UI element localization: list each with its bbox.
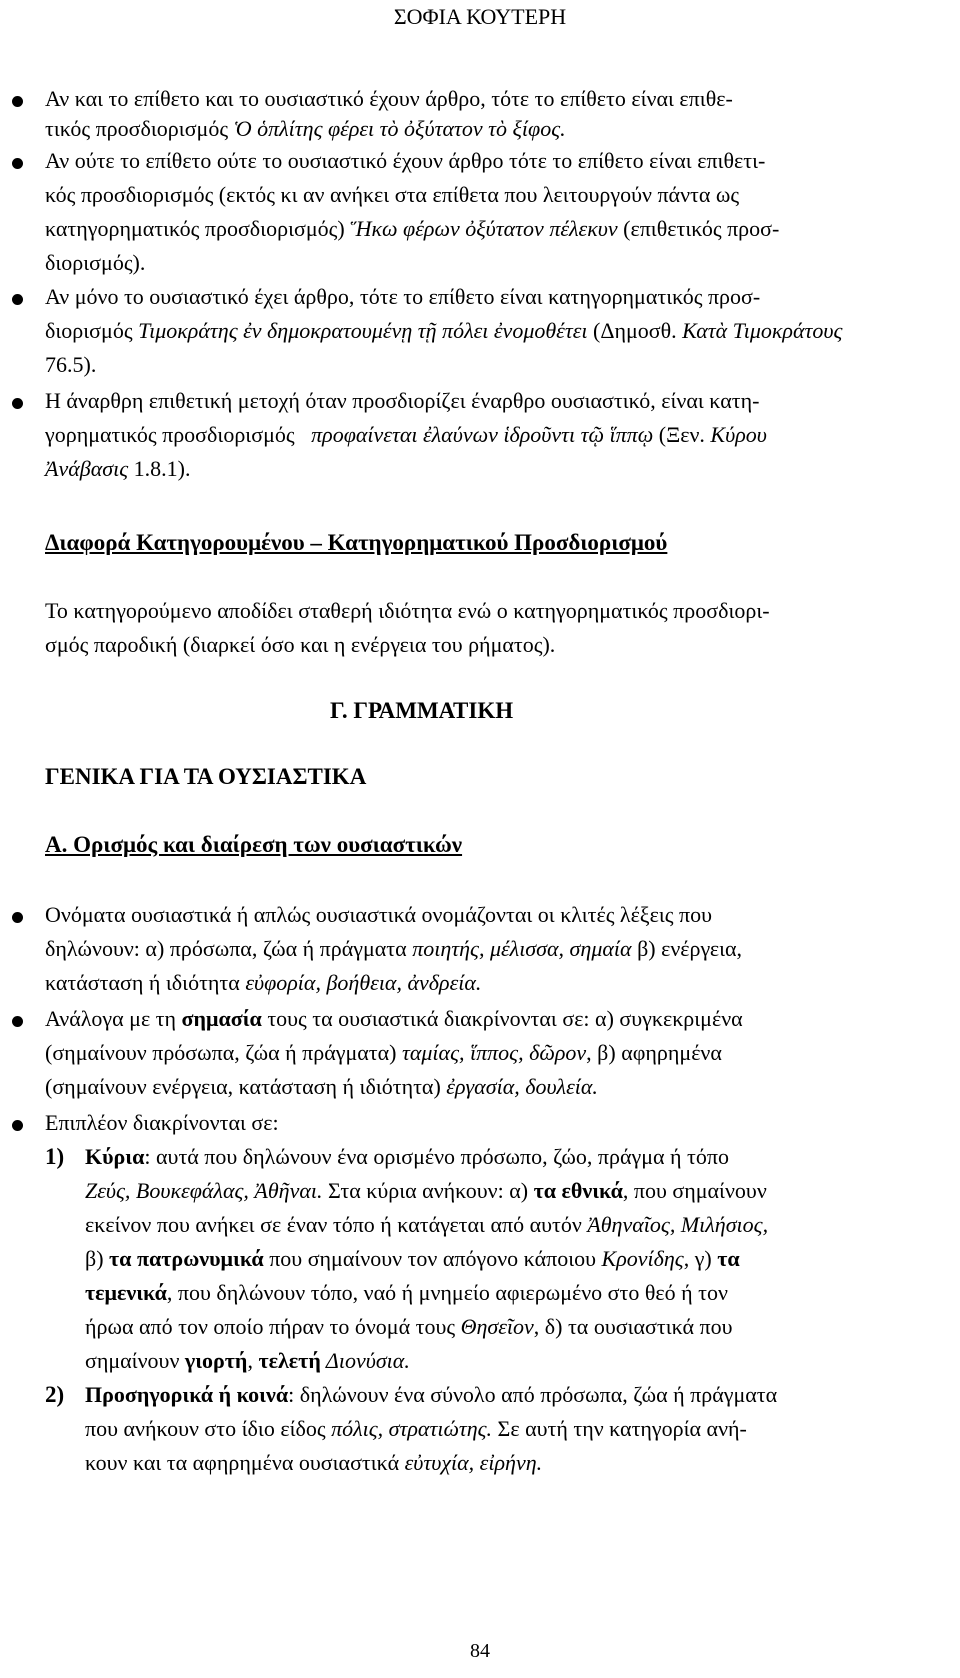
text-line: Ονόματα ουσιαστικά ή απλώς ουσιαστικά ονομάζονται οι κλιτές λέξεις που (45, 902, 712, 927)
grammar-subtitle: ΓΕΝΙΚΑ ΓΙΑ ΤΑ ΟΥΣΙΑΣΤΙΚΑ (45, 764, 367, 789)
page-header-author: ΣΟΦΙΑ ΚΟΥΤΕΡΗ (393, 4, 567, 29)
text-line: κουν και τα αφηρημένα ουσιαστικά εὐτυχία, εἰρήνη. (85, 1450, 543, 1475)
page-number: 84 (470, 1640, 490, 1662)
text-line: κατάσταση ή ιδιότητα εὐφορία, βοήθεια, ἀνδρεία. (45, 970, 482, 995)
grammar-title: Γ. ΓΡΑΜΜΑΤΙΚΗ (330, 698, 514, 723)
text-line: (σημαίνουν ενέργεια, κατάσταση ή ιδιότητα) ἐργασία, δουλεία. (45, 1074, 598, 1099)
text-line: Αν ούτε το επίθετο ούτε το ουσιαστικό έχουν άρθρο τότε το επίθετο είναι επιθετι- (45, 148, 766, 173)
text-line: 76.5). (45, 352, 97, 377)
text-line: κατηγορηματικός προσδιορισμός) Ἥκω φέρων ὀξύτατον πέλεκυν (επιθετικός προσ- (45, 216, 780, 241)
text-line: β) τα πατρωνυμικά που σημαίνουν τον απόγονο κάποιου Κρονίδης, γ) τα (85, 1246, 740, 1271)
bullet-icon (12, 398, 23, 409)
bullet-icon (12, 912, 23, 923)
list-number: 2) (45, 1382, 65, 1407)
text-line: Αν μόνο το ουσιαστικό έχει άρθρο, τότε το επίθετο είναι κατηγορηματικός προσ- (45, 284, 761, 309)
text-line: Επιπλέον διακρίνονται σε: (45, 1110, 279, 1135)
text-line: τεμενικά, που δηλώνουν τόπο, ναό ή μνημείο αφιερωμένο στο θεό ή τον (85, 1280, 728, 1305)
list-number: 1) (45, 1144, 65, 1169)
text-line: διορισμός). (45, 250, 146, 275)
text-line: εκείνον που ανήκει σε έναν τόπο ή κατάγεται από αυτόν Ἀθηναῖος, Μιλήσιος, (85, 1212, 769, 1237)
text-line: που ανήκουν στο ίδιο είδος πόλις, στρατιώτης. Σε αυτή την κατηγορία ανή- (85, 1416, 747, 1441)
text-line: Προσηγορικά ή κοινά: δηλώνουν ένα σύνολο από πρόσωπα, ζώα ή πράγματα (85, 1382, 778, 1407)
bullet-icon (12, 158, 23, 169)
text-line: Η άναρθρη επιθετική μετοχή όταν προσδιορίζει έναρθρο ουσιαστικό, είναι κατη- (45, 388, 760, 413)
text-line: γορηματικός προσδιορισμός προφαίνεται ἐλαύνων ἱδροῦντι τῷ ἵππῳ (Ξεν. Κύρου (45, 422, 767, 447)
bullet-icon (12, 1120, 23, 1131)
text-line: δηλώνουν: α) πρόσωπα, ζώα ή πράγματα ποιητής, μέλισσα, σημαία β) ενέργεια, (45, 936, 743, 961)
paragraph-line: Το κατηγορούμενο αποδίδει σταθερή ιδιότητα ενώ ο κατηγορηματικός προσδιορι- (45, 598, 770, 623)
section-heading: Διαφορά Κατηγορουμένου – Κατηγορηματικού Προσδιορισμού (45, 530, 668, 555)
text-line: Ζεύς, Βουκεφάλας, Ἀθῆναι. Στα κύρια ανήκουν: α) τα εθνικά, που σημαίνουν (85, 1178, 767, 1203)
text-line: ήρωα από τον οποίο πήραν το όνομά τους Θησεῖον, δ) τα ουσιαστικά που (85, 1314, 733, 1339)
text-line: Αν και το επίθετο και το ουσιαστικό έχουν άρθρο, τότε το επίθετο είναι επιθε- (45, 86, 733, 111)
text-line: Ανάλογα με τη σημασία τους τα ουσιαστικά διακρίνονται σε: α) συγκεκριμένα (45, 1006, 743, 1031)
bullet-icon (12, 96, 23, 107)
bullet-icon (12, 294, 23, 305)
paragraph-line: σμός παροδική (διαρκεί όσο και η ενέργεια του ρήματος). (45, 632, 556, 657)
text-line: κός προσδιορισμός (εκτός κι αν ανήκει στα επίθετα που λειτουργούν πάντα ως (45, 182, 740, 207)
text-line: (σημαίνουν πρόσωπα, ζώα ή πράγματα) ταμίας, ἵππος, δῶρον, β) αφηρημένα (45, 1040, 722, 1065)
text-line: Κύρια: αυτά που δηλώνουν ένα ορισμένο πρόσωπο, ζώο, πράγμα ή τόπο (85, 1144, 729, 1169)
section-a-heading: Α. Ορισμός και διαίρεση των ουσιαστικών (45, 832, 463, 857)
text-line: τικός προσδιορισμός Ὁ ὁπλίτης φέρει τὸ ὀξύτατον τὸ ξίφος. (45, 116, 566, 141)
text-line: σημαίνουν γιορτή, τελετή Διονύσια. (85, 1348, 410, 1373)
bullet-icon (12, 1016, 23, 1027)
text-line: διορισμός Τιμοκράτης ἐν δημοκρατουμένῃ τῇ πόλει ἐνομοθέτει (Δημοσθ. Κατὰ Τιμοκράτους (45, 318, 843, 343)
text-line: Ἀνάβασις 1.8.1). (45, 456, 191, 481)
